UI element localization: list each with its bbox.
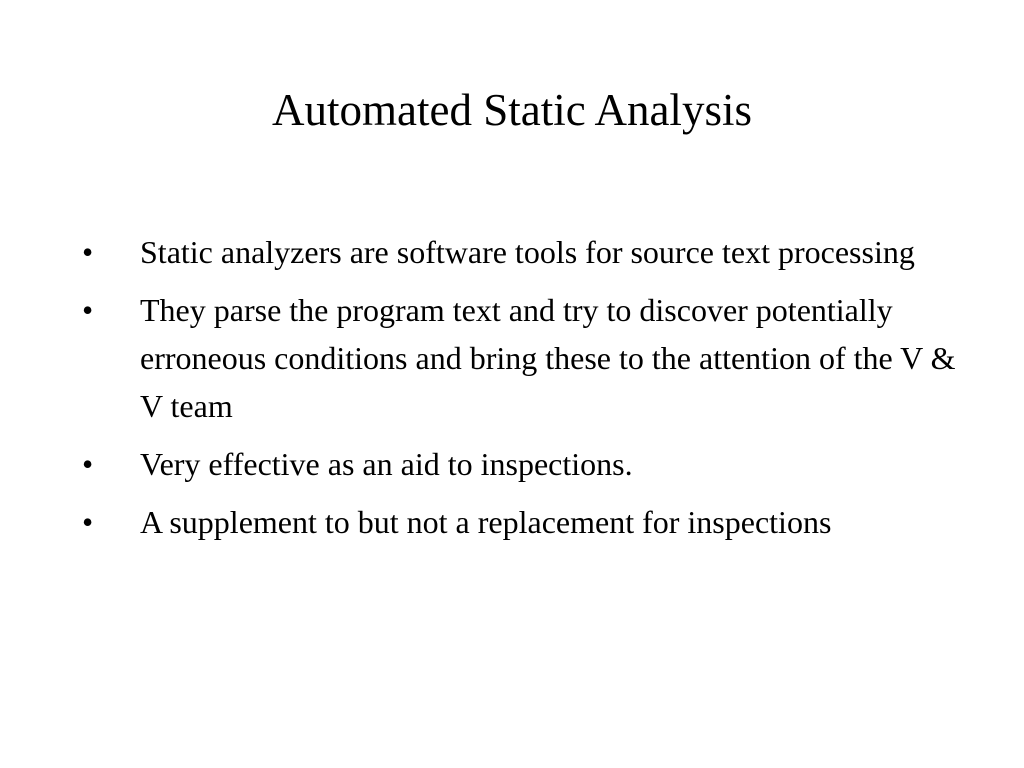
bullet-marker: • xyxy=(82,504,94,540)
bullet-marker: • xyxy=(82,292,94,328)
slide-title: Automated Static Analysis xyxy=(272,85,752,135)
bullet-text: A supplement to but not a replacement for inspections xyxy=(140,504,832,540)
bullet-text: Very effective as an aid to inspections. xyxy=(140,446,633,482)
bullet-item xyxy=(80,286,960,430)
bullet-item xyxy=(80,228,960,276)
bullet-marker: • xyxy=(82,446,94,482)
bullet-item xyxy=(80,440,960,488)
bullet-item xyxy=(80,498,960,546)
bullet-list xyxy=(80,228,960,556)
bullet-text: They parse the program text and try to discover potentially erroneous conditions and bring these to the attention of the V & V team xyxy=(140,292,956,424)
bullet-marker: • xyxy=(82,234,94,270)
bullet-text: Static analyzers are software tools for source text processing xyxy=(140,234,915,270)
